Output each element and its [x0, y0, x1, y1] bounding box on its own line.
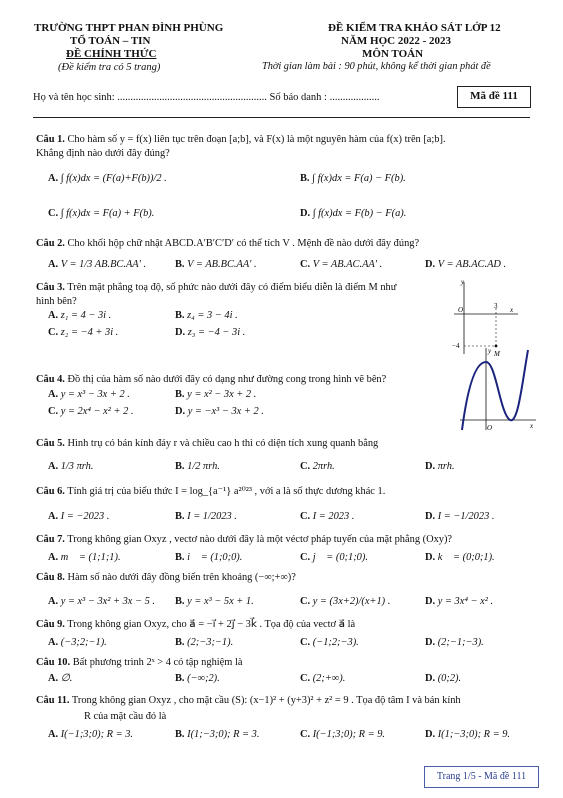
exam-title: ĐỀ KIỂM TRA KHẢO SÁT LỚP 12 — [328, 22, 501, 34]
q6-option-d[interactable]: D. I = −1/2023 . — [425, 511, 495, 522]
q4-x-label: x — [530, 422, 534, 430]
q8-option-a[interactable]: A. y = x³ − 3x² + 3x − 5 . — [48, 596, 156, 607]
q4-option-b[interactable]: B. y = x² − 3x + 2 . — [175, 389, 257, 400]
q4-option-c[interactable]: C. y = 2x⁴ − x² + 2 . — [48, 406, 134, 417]
question-4: Câu 4. Đồ thị của hàm số nào dưới đây có dạng như đường cong trong hình vẽ bên? — [36, 374, 387, 385]
q10-option-d[interactable]: D. (0;2). — [425, 673, 462, 684]
question-1-text-2: Khẳng định nào dưới đây đúng? — [36, 148, 170, 159]
q2-option-b[interactable]: B. V = AB.BC.AA′ . — [175, 259, 257, 270]
q1-option-d[interactable]: D. ∫ f(x)dx = F(b) − F(a). — [300, 208, 407, 219]
question-2: Câu 2. Cho khối hộp chữ nhật ABCD.A′B′C′D′ có thể tích V . Mệnh đề nào dưới đây đúng? — [36, 238, 420, 249]
q7-option-d[interactable]: D. k⃗ = (0;0;1). — [425, 552, 495, 563]
question-11-text: Trong không gian Oxyz , cho mặt cầu (S): (x−1)² + (y+3)² + z² = 9 . Tọa độ tâm I và bán kính — [71, 695, 461, 706]
q7-option-c[interactable]: C. j⃗ = (0;1;0). — [300, 552, 368, 563]
q8-option-d[interactable]: D. y = 3x⁴ − x² . — [425, 596, 494, 607]
page-footer — [424, 766, 539, 788]
q3-x3-label: 3 — [494, 302, 498, 310]
q4-y-label: y — [488, 347, 492, 355]
question-3-text-2: hình bên? — [36, 296, 77, 307]
school-name: TRƯỜNG THPT PHAN ĐÌNH PHÙNG — [34, 22, 224, 34]
question-1: Câu 1. Cho hàm số y = f(x) liên tục trên đoạn [a;b], và F(x) là một nguyên hàm của f(x) trên [a;b]. — [36, 134, 446, 145]
question-3-text: Trên mặt phẳng toạ độ, số phức nào dưới đây có điểm biểu diễn là điểm M như — [67, 282, 397, 293]
question-5: Câu 5. Hình trụ có bán kính đáy r và chiều cao h thì có diện tích xung quanh bằng — [36, 438, 379, 449]
q9-option-b[interactable]: B. (2;−3;−1). — [175, 637, 234, 648]
q4-origin-label: O — [487, 424, 493, 432]
question-6-text: Tính giá trị của biểu thức I = log_{a⁻¹} a²⁰²³ , với a là số thực dương khác 1. — [67, 486, 386, 497]
q6-option-c[interactable]: C. I = 2023 . — [300, 511, 355, 522]
question-7-text: Trong không gian Oxyz , vectơ nào dưới đây là một véctơ pháp tuyến của mặt phẳng (Oxy)? — [67, 534, 453, 545]
q2-option-a[interactable]: A. V = 1/3 AB.BC.AA′ . — [48, 259, 147, 270]
q5-option-a[interactable]: A. 1/3 πrh. — [48, 461, 94, 472]
question-5-text: Hình trụ có bán kính đáy r và chiều cao h thì có diện tích xung quanh bằng — [67, 438, 379, 449]
q4-option-d[interactable]: D. y = −x³ − 3x + 2 . — [175, 406, 264, 417]
q9-option-c[interactable]: C. (−1;2;−3). — [300, 637, 359, 648]
question-9: Câu 9. Trong không gian Oxyz, cho a⃗ = −i⃗ + 2j⃗ − 3k⃗ . Tọa độ của vectơ a⃗ là — [36, 619, 356, 630]
exam-code: Mã đề 111 — [470, 90, 518, 103]
q4-option-a[interactable]: A. y = x³ − 3x + 2 . — [48, 389, 130, 400]
question-10: Câu 10. Bất phương trình 2ˣ > 4 có tập nghiệm là — [36, 657, 243, 668]
q3-x-label: x — [510, 306, 514, 314]
question-3: Câu 3. Trên mặt phẳng toạ độ, số phức nào dưới đây có điểm biểu diễn là điểm M như — [36, 282, 397, 293]
q8-option-c[interactable]: C. y = (3x+2)/(x+1) . — [300, 596, 391, 607]
page-footer-text: Trang 1/5 - Mã đề 111 — [436, 770, 527, 782]
q6-option-a[interactable]: A. I = −2023 . — [48, 511, 110, 522]
q2-option-d[interactable]: D. V = AB.AC.AD . — [425, 259, 507, 270]
department: TỔ TOÁN – TIN — [70, 35, 151, 47]
q3-option-a[interactable]: A. z₁ = 4 − 3i . — [48, 310, 112, 321]
q7-option-b[interactable]: B. i⃗ = (1;0;0). — [175, 552, 243, 563]
time-note: Thời gian làm bài : 90 phút, không kể thời gian phát đề — [262, 61, 491, 72]
q3-origin-label: O — [458, 306, 464, 314]
question-2-text: Cho khối hộp chữ nhật ABCD.A′B′C′D′ có thể tích V . Mệnh đề nào dưới đây đúng? — [67, 238, 420, 249]
question-7: Câu 7. Trong không gian Oxyz , vectơ nào dưới đây là một véctơ pháp tuyến của mặt phẳng (Oxy)? — [36, 534, 453, 545]
official-label: ĐỀ CHÍNH THỨC — [66, 48, 157, 60]
q5-option-c[interactable]: C. 2πrh. — [300, 461, 335, 472]
q11-option-b[interactable]: B. I(1;−3;0); R = 3. — [175, 729, 260, 740]
q2-option-c[interactable]: C. V = AB.AC.AA′ . — [300, 259, 383, 270]
question-8: Câu 8. Hàm số nào dưới đây đồng biến trên khoảng (−∞;+∞)? — [36, 572, 296, 583]
question-10-text: Bất phương trình 2ˣ > 4 có tập nghiệm là — [72, 657, 243, 668]
q10-option-c[interactable]: C. (2;+∞). — [300, 673, 346, 684]
q1-option-a[interactable]: A. ∫ f(x)dx = (F(a)+F(b))/2 . — [48, 173, 167, 184]
exam-code-box — [457, 86, 531, 108]
q3-option-c[interactable]: C. z₂ = −4 + 3i . — [48, 327, 119, 338]
question-4-text: Đồ thị của hàm số nào dưới đây có dạng như đường cong trong hình vẽ bên? — [67, 374, 387, 385]
student-info-line: Họ và tên học sinh: ......................................................... Số báo danh : ................... — [33, 92, 380, 103]
q11-option-a[interactable]: A. I(−1;3;0); R = 3. — [48, 729, 134, 740]
q8-option-b[interactable]: B. y = x³ − 5x + 1. — [175, 596, 254, 607]
q1-option-b[interactable]: B. ∫ f(x)dx = F(a) − F(b). — [300, 173, 406, 184]
q4-cubic-graph-figure — [458, 344, 538, 434]
q3-option-d[interactable]: D. z₃ = −4 − 3i . — [175, 327, 246, 338]
pages-note: (Đề kiểm tra có 5 trang) — [58, 62, 161, 73]
question-9-text: Trong không gian Oxyz, cho a⃗ = −i⃗ + 2j⃗ − 3k⃗ . Tọa độ của vectơ a⃗ là — [67, 619, 356, 630]
q5-option-b[interactable]: B. 1/2 πrh. — [175, 461, 220, 472]
q6-option-b[interactable]: B. I = 1/2023 . — [175, 511, 237, 522]
question-11-text-2: R của mặt cầu đó là — [84, 711, 167, 722]
q11-option-d[interactable]: D. I(1;−3;0); R = 9. — [425, 729, 511, 740]
question-6: Câu 6. Tính giá trị của biểu thức I = log_{a⁻¹} a²⁰²³ , với a là số thực dương khác 1. — [36, 486, 386, 497]
q3-minus4-label: −4 — [452, 342, 460, 350]
q9-option-a[interactable]: A. (−3;2;−1). — [48, 637, 107, 648]
q1-option-c[interactable]: C. ∫ f(x)dx = F(a) + F(b). — [48, 208, 155, 219]
school-year: NĂM HỌC 2022 - 2023 — [341, 35, 451, 47]
q11-option-c[interactable]: C. I(−1;3;0); R = 9. — [300, 729, 386, 740]
subject: MÔN TOÁN — [362, 48, 424, 60]
q3-y-label: y — [461, 278, 465, 286]
question-11: Câu 11. Trong không gian Oxyz , cho mặt cầu (S): (x−1)² + (y+3)² + z² = 9 . Tọa độ tâm I và bán kính — [36, 695, 461, 706]
q10-option-a[interactable]: A. ∅. — [48, 673, 73, 684]
q10-option-b[interactable]: B. (−∞;2). — [175, 673, 220, 684]
q3-m-label: M — [494, 350, 500, 358]
q3-option-b[interactable]: B. z₄ = 3 − 4i . — [175, 310, 238, 321]
q7-option-a[interactable]: A. m⃗ = (1;1;1). — [48, 552, 121, 563]
q5-option-d[interactable]: D. πrh. — [425, 461, 455, 472]
header-divider — [33, 117, 530, 118]
question-1-text: Cho hàm số y = f(x) liên tục trên đoạn [a;b], và F(x) là một nguyên hàm của f(x) trên [a;b]. — [67, 134, 446, 145]
q9-option-d[interactable]: D. (2;−1;−3). — [425, 637, 484, 648]
question-8-text: Hàm số nào dưới đây đồng biến trên khoảng (−∞;+∞)? — [67, 572, 296, 583]
